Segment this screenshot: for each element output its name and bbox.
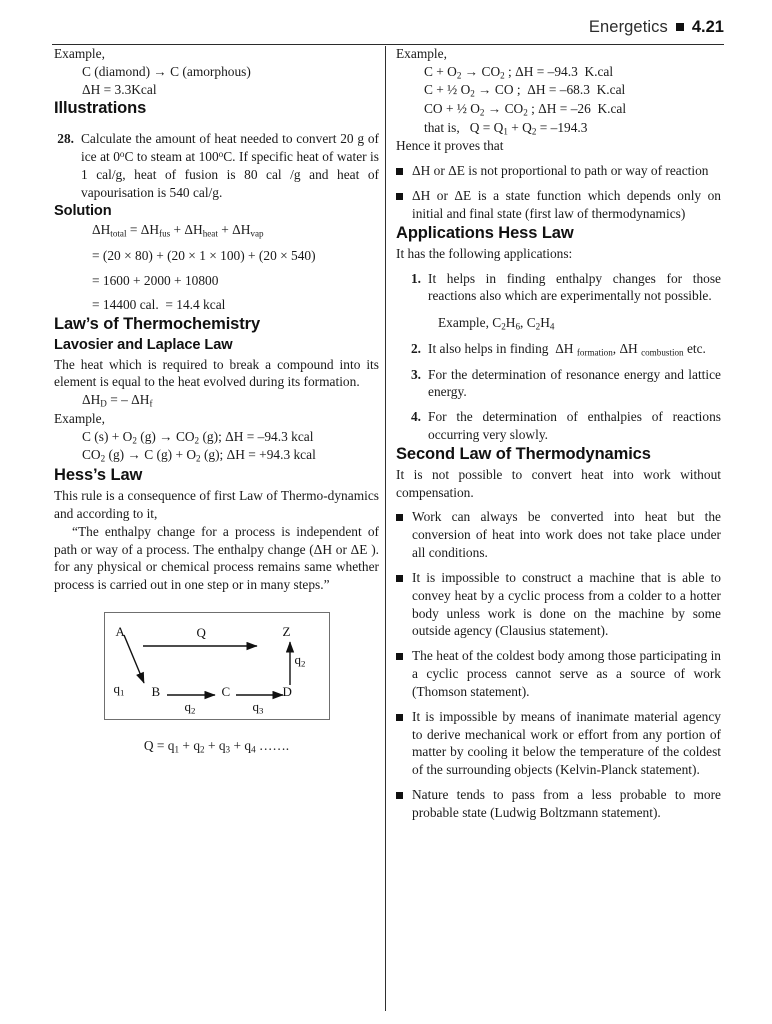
square-bullet-icon bbox=[396, 193, 403, 200]
solution-line-4: = 14400 cal. = 14.4 kcal bbox=[92, 297, 226, 313]
list-item-text: It is impossible to construct a machine that is able to convey heat by a cyclic process from a colder to a hotter body unless work is done on the machine by some outside agency (Clausius statement). bbox=[412, 569, 721, 639]
hess-cycle-diagram-container bbox=[54, 612, 379, 720]
header-chapter-title: Energetics bbox=[588, 18, 668, 36]
right-equation-2: C + ½ $O_2$ → CO ; ΔH = –68.3 K.cal bbox=[424, 82, 626, 100]
hess-quote-paragraph: “The enthalpy change for a process is independent of path or way of a process. The enthalpy change (ΔH or ΔE ). for any physical or chemical process remains same whether process is carried out in one step or in many steps.” bbox=[54, 523, 379, 593]
diagram-arrow-label-q: Q bbox=[196, 624, 206, 640]
solution-line-1: $\Delta H_{total} = \Delta H_{fus} + \Delta H_{heat} + \Delta H_{vap}$ bbox=[92, 222, 264, 239]
lavosier-equation-2: $CO_2$ (g) → C $(g) + O_2$ (g); ΔH = +94.3 kcal bbox=[82, 447, 316, 464]
square-bullet-icon bbox=[396, 575, 403, 582]
heading-lavosier-laplace: Lavosier and Laplace Law bbox=[54, 337, 233, 354]
list-item bbox=[396, 647, 721, 700]
applications-example: Example, $C_2H_6$, $C_2H_4$ bbox=[438, 315, 555, 332]
list-item-text: Nature tends to pass from a less probable to more probable state (Ludwig Boltzmann statement). bbox=[412, 787, 721, 820]
left-example-equation-2: ΔH = 3.3Kcal bbox=[82, 81, 157, 97]
diagram-node-d: D bbox=[282, 683, 292, 699]
second-law-bullet-list bbox=[396, 508, 721, 821]
diagram-arrow-label-q1: $q_1$ bbox=[113, 680, 125, 698]
list-item-number: 4. bbox=[410, 409, 421, 425]
list-item bbox=[396, 162, 721, 180]
left-column bbox=[54, 45, 379, 769]
square-bullet-icon bbox=[396, 168, 403, 175]
heading-laws-thermochemistry: Law’s of Thermochemistry bbox=[54, 315, 261, 334]
solution-line-3: = 1600 + 2000 + 10800 bbox=[92, 272, 219, 288]
heading-hess-law: Hess’s Law bbox=[54, 466, 143, 485]
diagram-node-c: C bbox=[221, 683, 231, 699]
list-item bbox=[396, 366, 721, 402]
lavosier-example-label: Example, bbox=[54, 410, 105, 426]
square-bullet-icon bbox=[396, 792, 403, 799]
left-example-equation-1 bbox=[54, 63, 379, 81]
list-item-number: 3. bbox=[410, 366, 421, 382]
list-item bbox=[396, 270, 721, 306]
list-item-text: It also helps in finding ΔH $_{formation}$, ΔH $_{combustion}$ etc. bbox=[428, 340, 706, 358]
page-header bbox=[52, 18, 724, 48]
list-item-text: ΔH or ΔE is not proportional to path or way of reaction bbox=[412, 163, 709, 179]
final-equation: $Q = q_1 + q_2 + q_3 + q_4$ ……. bbox=[143, 737, 290, 755]
list-item-text: For the determination of resonance energy and lattice energy. bbox=[428, 366, 721, 400]
question-text: Calculate the amount of heat needed to convert 20 g of ice at 0$^o$C to steam at 100$^o$C. If specific heat of water is 1 cal/g, heat of fusion is 80 cal /g and heat of vapourisation is 540 cal/g. bbox=[81, 131, 379, 200]
diagram-node-z: Z bbox=[282, 623, 291, 639]
list-item bbox=[396, 786, 721, 822]
second-law-intro: It is not possible to convert heat into work without compensation. bbox=[396, 466, 721, 500]
list-item-text: ΔH or ΔE is a state function which depends only on initial and final state (first law of thermodynamics) bbox=[412, 188, 721, 221]
list-item-number: 1. bbox=[410, 270, 421, 286]
diagram-arrow-label-q2: $q_2$ bbox=[184, 698, 196, 716]
square-bullet-icon bbox=[396, 653, 403, 660]
hence-bullet-list bbox=[396, 162, 721, 222]
page-number: 4.21 bbox=[691, 18, 724, 36]
diagram-arrow-label-q2-vertical: $q_2$ bbox=[294, 651, 306, 669]
lavosier-paragraph: The heat which is required to break a compound into its element is equal to the heat evolved during its formation. bbox=[54, 356, 379, 390]
right-column bbox=[396, 45, 721, 822]
left-example-label: Example, bbox=[54, 46, 105, 61]
list-item-text: The heat of the coldest body among those participating in a cyclic process cannot serve as a source of work (Thomson statement). bbox=[412, 648, 721, 699]
list-item bbox=[396, 708, 721, 779]
list-item bbox=[396, 569, 721, 640]
that-is-label: that is, bbox=[424, 119, 460, 135]
diagram-arrow-label-q3: $q_3$ bbox=[252, 698, 264, 716]
applications-list bbox=[396, 270, 721, 444]
diagram-node-a: A bbox=[115, 623, 125, 639]
lavosier-equation: $\Delta H_D$ = – $\Delta H_f$ bbox=[82, 392, 153, 409]
square-bullet-icon bbox=[396, 714, 403, 721]
column-divider bbox=[385, 46, 386, 1011]
heading-second-law-thermodynamics: Second Law of Thermodynamics bbox=[396, 444, 651, 463]
question-item bbox=[54, 130, 379, 201]
list-item-text: It helps in finding enthalpy changes for those reactions also which are experimentally not possible. bbox=[428, 270, 721, 304]
right-example-label: Example, bbox=[396, 46, 447, 61]
heading-solution: Solution bbox=[54, 202, 112, 219]
equation-product: C (amorphous) bbox=[166, 63, 251, 79]
list-item-text: For the determination of enthalpies of reactions occurring very slowly. bbox=[428, 409, 721, 442]
list-item-number: 2. bbox=[410, 340, 421, 356]
right-equation-3: CO + ½ $O_2 \to CO_2$ ; ΔH = –26 K.cal bbox=[424, 101, 627, 118]
list-item-text: Work can always be converted into heat but the conversion of heat into work does not take place under all conditions. bbox=[412, 509, 721, 561]
solution-line-2: = (20 × 80) + (20 × 1 × 100) + (20 × 540) bbox=[92, 247, 316, 263]
hess-intro-paragraph: This rule is a consequence of first Law of Thermo-dynamics and according to it, bbox=[54, 488, 379, 521]
list-item bbox=[396, 187, 721, 223]
right-equation-1: $C + O_2 \to CO_2$ ; ΔH = –94.3 K.cal bbox=[424, 63, 614, 81]
hess-cycle-diagram bbox=[104, 612, 330, 720]
list-item-text: It is impossible by means of inanimate material agency to derive mechanical work or effort from any portion of matter by cooling it below the temperature of the coldest of the surrounding objects (Kelvin-Planck statement). bbox=[412, 708, 721, 778]
right-that-is-line: that is, $Q = Q_1 + Q_2 = -194.3$ bbox=[424, 119, 588, 137]
arrow-glyph-icon: → bbox=[153, 63, 167, 79]
diagram-node-b: B bbox=[151, 683, 161, 699]
list-item bbox=[396, 408, 721, 444]
heading-applications-hess-law: Applications Hess Law bbox=[396, 223, 574, 242]
square-bullet-icon bbox=[676, 23, 684, 31]
applications-intro: It has the following applications: bbox=[396, 245, 573, 261]
hence-it-proves-label: Hence it proves that bbox=[396, 138, 504, 154]
equation-reactant: C (diamond) bbox=[82, 63, 154, 79]
heading-illustrations: Illustrations bbox=[54, 99, 147, 118]
list-item bbox=[396, 508, 721, 561]
question-number: 28. bbox=[57, 131, 74, 147]
lavosier-equation-1: C $(s) + O_2$ $(g) \to CO_2$ (g); ΔH = –94.3 kcal bbox=[82, 428, 314, 446]
list-item bbox=[396, 340, 721, 359]
square-bullet-icon bbox=[396, 514, 403, 521]
